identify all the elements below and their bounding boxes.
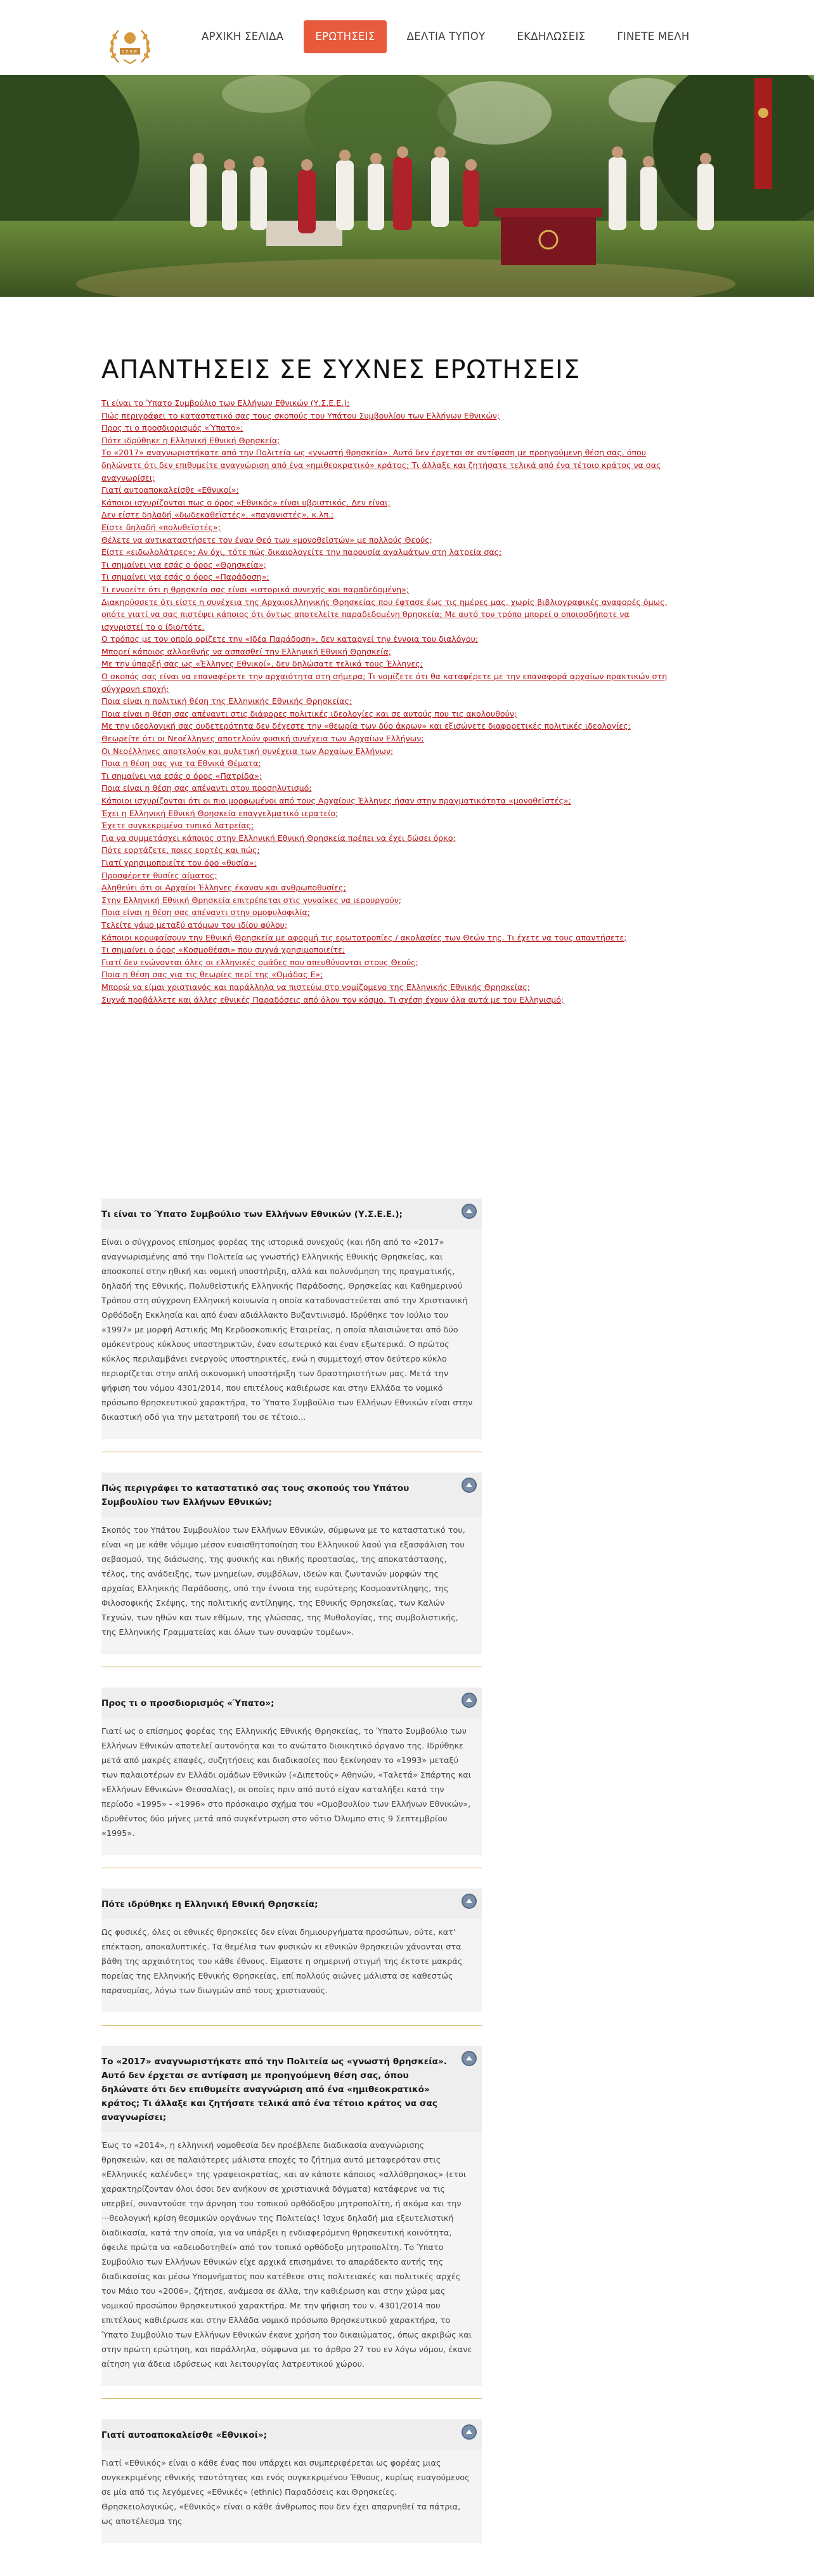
faq-link[interactable]: Κάποιοι ισχυρίζονται πως ο όρος «Εθνικός» είναι υβριστικός. Δεν είναι;	[101, 497, 391, 507]
faq-link[interactable]: Με την ιδεολογική σας ουδετερότητα δεν δέχεστε την «θεωρία των δύο άκρων» και εξισώνετε διαφορετικές πολιτικές ιδεολογίες;	[101, 721, 631, 731]
faq-link[interactable]: Κάποιοι ισχυρίζονται ότι οι πιο μορφωμένοι από τους Αρχαίους Έλληνες ήσαν στην πραγματικότητα «μονοθεϊστές»;	[101, 796, 571, 805]
faq-link[interactable]: Θεωρείτε ότι οι Νεοέλληνες αποτελούν φυσική συνέχεια των Αρχαίων Ελλήνων;	[101, 734, 424, 744]
answer-paragraph: Ως φυσικές, όλες οι εθνικές θρησκείες δεν είναι δημιουργήματα προσώπων, ούτε, κατ' επέκταση, αποκαλυπτικές. Τα θεμέλια των φυσικών κι εθνικών θρησκειών χάνονται στα βάθη της αρχαιότητος του κάθε έθνους. Είμαστε η σημερινή στιγμή της έκτοτε μακράς πορείας της Ελληνικής Εθνικής Θρησκείας, επί πολλούς αιώνες μάλιστα σε καθεστώς παρανομίας, λόγω των διωγμών από τους χριστιανούς.	[101, 1928, 463, 1996]
faq-answer-body	[101, 1229, 482, 1439]
back-to-top-icon[interactable]	[462, 2051, 477, 2066]
faq-link[interactable]: Ποια η θέση σας για τις θεωρίες περί της «Ομάδας Ε»;	[101, 970, 323, 980]
answer-paragraph: Είναι ο σύγχρονος επίσημος φορέας της ιστορικά συνεχούς (και ήδη από το «2017» αναγνωρισμένης από την Πολιτεία ως γνωστής) Ελληνικής Εθνικής Θρησκείας, και αποσκοπεί στην ηθική και νομική υποστήριξη, αλλά και πολυνόμηση της πραγματικής, δηλαδή της Εθνικής, Πολυθεϊστικής Ελληνικής Παράδοσης, Θρησκείας και Καθημερινού Τρόπου στη σύγχρονη Ελληνική κοινωνία η οποία καταδυναστεύεται από την Χριστιανική Ορθόδοξη Εκκλησία και από έναν αδιάλλακτο Βυζαντινισμό. Ιδρύθηκε τον Ιούλιο του «1997» με μορφή Αστικής Μη Κερδοσκοπικής Εταιρείας, η οποία πλαισιώνεται από δύο ομόκεντρους κύκλους υποστηρικτών, έναν εσωτερικό και έναν εξωτερικό. Ο πρώτος κύκλος περιλαμβάνει ενεργούς υποστηρικτές, ενώ η συμμετοχή στον δεύτερο κύκλο περιορίζεται στην απλή οικονομική υποστήριξη των δραστηριοτήτων μας. Μετά την ψήφιση του νόμου 4301/2014, που επιτέλους καθιέρωσε και στην Ελλάδα το νομικό πρόσωπο θρησκευτικού χαρακτήρα, το Ύπατο Συμβούλιο των Ελλήνων Εθνικών είναι στην δικαστική οδό για την μετατροπή του σε τέτοιο...	[101, 1238, 473, 1422]
faq-answer-body	[101, 2132, 482, 2386]
faq-link[interactable]: Είστε δηλαδή «πολυθεϊστές»;	[101, 522, 221, 532]
faq-link[interactable]: Ποια είναι η θέση σας απέναντι στις διάφορες πολιτικές ιδεολογίες και σε αυτούς που τις ακολουθούν;	[101, 708, 517, 719]
faq-answer	[101, 1688, 482, 1868]
faq-question-title: Γιατί αυτοαποκαλείσθε «Εθνικοί»;	[101, 2430, 268, 2440]
faq-link[interactable]: Ποια η θέση σας για τα Εθνικά Θέματα;	[101, 758, 261, 769]
faq-link[interactable]: Μπορώ να είμαι χριστιανός και παράλληλα να πιστεύω στο νομίζομενο της Ελληνικής Εθνικής Θρησκείας;	[101, 982, 531, 992]
hero-ceremony-photo	[0, 75, 814, 297]
faq-question-heading	[101, 1199, 482, 1229]
faq-link[interactable]: Τι είναι το Ύπατο Συμβούλιο των Ελλήνων Εθνικών (Υ.Σ.Ε.Ε.);	[101, 398, 350, 408]
faq-link[interactable]: Τι εννοείτε ότι η θρησκεία σας είναι «ιστορικά συνεχής και παραδεδομένη»;	[101, 584, 410, 594]
faq-answer	[101, 1889, 482, 2026]
ceremony-photo-image	[0, 75, 814, 297]
nav-events[interactable]: ΕΚΔΗΛΩΣΕΙΣ	[517, 30, 586, 42]
faq-link[interactable]: Τελείτε γάμο μεταξύ ατόμων του ιδίου φύλου;	[101, 920, 288, 930]
faq-link[interactable]: Κάποιοι κορυφαίσουν την Εθνική Θρησκεία με αφορμή τις ερωτοτροπίες / ακολασίες των Θεών της. Τι έχετε να τους απαντήσετε;	[101, 932, 627, 942]
faq-answer-body	[101, 1718, 482, 1855]
faq-link[interactable]: Τι σημαίνει ο όρος «Κοσμοθέασι» που συχνά χρησιμοποιείτε;	[101, 945, 346, 955]
faq-link[interactable]: Στην Ελληνική Εθνική Θρησκεία επιτρέπεται στις γυναίκες να ιερουργούν;	[101, 895, 402, 905]
faq-link[interactable]: Μπορεί κάποιος αλλοεθνής να ασπασθεί την Ελληνική Εθνική Θρησκεία;	[101, 646, 392, 656]
faq-link[interactable]: Προς τι ο προσδιορισμός «Ύπατο»;	[101, 423, 243, 433]
svg-text:Υ.Σ.Ε.Ε.: Υ.Σ.Ε.Ε.	[121, 49, 139, 55]
laurel-logo-icon[interactable]	[105, 24, 155, 68]
faq-link[interactable]: Ποια είναι η θέση σας απέναντι στην ομοφυλοφιλία;	[101, 907, 311, 918]
back-to-top-icon[interactable]	[462, 2424, 477, 2440]
faq-link[interactable]: Διακηρύσσετε ότι είστε η συνέχεια της Αρχαιοελληνικής Θρησκείας που έφτασε έως τις ημέρες μας, χωρίς βιβλιογραφικές αναφορές όμως, οπότε γιατί να σας πιστέψει κάποιος ότι όντως αποτελείτε παραδεδομένη θρησκεία; Με αυτό τον τρόπο μπορεί ο οποιοσδήποτε να ισχυριστεί το ο ίδιο/τότε.	[101, 597, 668, 632]
faq-link[interactable]: Πότε εορτάζετε, ποιες εορτές και πώς;	[101, 845, 260, 855]
back-to-top-icon[interactable]	[462, 1894, 477, 1909]
faq-answer	[101, 1473, 482, 1667]
faq-link[interactable]: Έχει η Ελληνική Εθνική Θρησκεία επαγγελματικό ιερατείο;	[101, 808, 339, 818]
faq-link[interactable]: Οι Νεοέλληνες αποτελούν και φυλετική συνέχεια των Αρχαίων Ελλήνων;	[101, 746, 394, 756]
answer-paragraph: Έως το «2014», η ελληνική νομοθεσία δεν προέβλεπε διαδικασία αναγνώρισης θρησκειών, και σε παλαιότερες μάλιστα εποχές το ζήτημα αυτό μεταφερόταν στις «Ελληνικές καλένδες» της γραφειοκρατίας, και αν κάποτε κάποιος «αλλόθρησκος» (ετοι χαρακτηρίζονταν όλοι όσοι δεν ανήκουν σε χριστιανικά δόγματα) κατάφερνε να τις υπερβεί, συναντούσε την άρνηση του τοπικού ορθόδοξου μητροπολίτη, ή ακόμα και την ···θεολογική κρίση θεσμικών οργάνων της Πολιτείας! Ίσχυε δηλαδή μια εξευτελιστική διαδικασία, κατά την οποία, για να υπάρξει η ενδιαφερόμενη θρησκευτική κοινότητα, όφειλε πρώτα να «αδειοδοτηθεί» από τον τοπικό ορθόδοξο μητροπολίτη. Το Ύπατο Συμβούλιο των Ελλήνων Εθνικών είχε αρχικά επισημάνει το απαράδεκτο αυτής της διαδικασίας και μέσω Υπομνήματος που κατέθεσε στις πολιτειακές και πολιτικές αρχές τον Μάιο του «2006», ζήτησε, ανάμεσα σε άλλα, την καθιέρωση και στην χώρα μας νομικού προσώπου θρησκευτικού χαρακτήρα. Με την ψήφιση του ν. 4301/2014 που επιτέλους καθιέρωσε και στην Ελλάδα νομικό πρόσωπο θρησκευτικού χαρακτήρα, το Ύπατο Συμβούλιο των Ελλήνων Εθνικών έκανε χρήση του δικαιώματος, όπως ακριβώς και στην πρώτη ερώτηση, και παράλληλα, σύμφωνα με το άρθρο 27 του εν λόγω νόμου, έκανε αίτηση για άδεια ιδρύσεως και λειτουργίας λατρευτικού χώρου.	[101, 2141, 472, 2369]
nav-home[interactable]: ΑΡΧΙΚΗ ΣΕΛΙΔΑ	[202, 30, 284, 42]
faq-answer	[101, 2419, 482, 2556]
faq-question-heading	[101, 1473, 482, 1517]
faq-link[interactable]: Ο σκοπός σας είναι να επαναφέρετε την αρχαιότητα στη σήμερα; Τι νομίζετε ότι θα καταφέρετε με την επαναφορά αρχαίων πρακτικών στη σύγχρονη εποχή;	[101, 672, 668, 694]
faq-answer	[101, 2046, 482, 2399]
faq-answer-body	[101, 1517, 482, 1654]
faq-link[interactable]: Έχετε συγκεκριμένο τυπικό λατρείας;	[101, 821, 254, 831]
back-to-top-icon[interactable]	[462, 1693, 477, 1708]
nav-press-releases[interactable]: ΔΕΛΤΙΑ ΤΥΠΟΥ	[406, 30, 486, 42]
faq-question-heading	[101, 1889, 482, 1919]
faq-link[interactable]: Πότε ιδρύθηκε η Ελληνική Εθνική Θρησκεία;	[101, 435, 280, 445]
faq-answers	[101, 1199, 482, 2576]
faq-answer	[101, 1199, 482, 1452]
back-to-top-icon[interactable]	[462, 1478, 477, 1493]
faq-link[interactable]: Γιατί δεν ενώνονται όλες οι ελληνικές ομάδες που απευθύνονται στους Θεούς;	[101, 957, 418, 967]
faq-question-heading	[101, 1688, 482, 1718]
faq-link[interactable]: Θέλετε να αντικαταστήσετε τον έναν Θεό των «μονοθεϊστών» με πολλούς Θεούς;	[101, 535, 432, 545]
faq-link[interactable]: Το «2017» αναγνωριστήκατε από την Πολιτεία ως «γνωστή θρησκεία». Αυτό δεν έρχεται σε αντίφαση με προηγούμενη θέση σας, όπου δηλώνατε ότι δεν επιθυμείτε αναγνώριση από ένα «ημιθεοκρατικό» κράτος; Τι άλλαξε και ζητήσατε τελικά από ένα τέτοιο κράτος να σας αναγνωρίσει;	[101, 448, 661, 483]
faq-question-heading	[101, 2046, 482, 2132]
faq-link[interactable]: Προσφέρετε θυσίες αίματος;	[101, 870, 217, 880]
site-header	[0, 0, 814, 75]
back-to-top-icon[interactable]	[462, 1204, 477, 1219]
faq-question-heading	[101, 2419, 482, 2450]
nav-become-member[interactable]: ΓΙΝΕΤΕ ΜΕΛΗ	[617, 30, 690, 42]
faq-link[interactable]: Συχνά προβάλλετε και άλλες εθνικές Παραδόσεις από όλον τον κόσμο. Τι σχέση έχουν όλα αυτά με τον Ελληνισμό;	[101, 994, 564, 1005]
faq-question-title: Πώς περιγράφει το καταστατικό σας τους σκοπούς του Υπάτου Συμβουλίου των Ελλήνων Εθνικών;	[101, 1483, 410, 1507]
page-title: ΑΠΑΝΤΗΣΕΙΣ ΣΕ ΣΥΧΝΕΣ ΕΡΩΤΗΣΕΙΣ	[101, 355, 581, 384]
faq-question-title: Το «2017» αναγνωριστήκατε από την Πολιτεία ως «γνωστή θρησκεία». Αυτό δεν έρχεται σε αντίφαση με προηγούμενη θέση σας, όπου δηλώνατε ότι δεν επιθυμείτε αναγνώριση από ένα «ημιθεοκρατικό» κράτος; Τι άλλαξε και ζητήσατε τελικά από ένα τέτοιο κράτος να σας αναγνωρίσει;	[101, 2057, 447, 2123]
faq-link-list	[101, 397, 672, 1006]
faq-link[interactable]: Δεν είστε δηλαδή «δωδεκαθεϊστές», «παγανιστές», κ.λπ.;	[101, 510, 334, 520]
faq-question-title: Πότε ιδρύθηκε η Ελληνική Εθνική Θρησκεία;	[101, 1899, 318, 1909]
answer-paragraph: Σκοπός του Υπάτου Συμβουλίου των Ελλήνων Εθνικών, σύμφωνα με το καταστατικό του, είναι «η με κάθε νόμιμο μέσον ευαισθητοποίηση του Ελληνικού λαού για εξασφάλιση του σεβασμού, της διάσωσης, της φυσικής και ηθικής προστασίας, της αποκατάστασης, τέλος, της ανάδειξης, των μνημείων, συμβόλων, ιδεών και ζωντανών μορφών της αρχαίας Ελληνικής Παράδοσης, υπό την έννοια της ευρύτερης Κοσμοαντίληψης, της Φιλοσοφικής Σκέψης, της πολιτικής αντίληψης, της Εθνικής Θρησκείας, των Καλών Τεχνών, των ηθών και των εθίμων, της γλώσσας, της Μυθολογίας, της συμβολιστικής, της Ελληνικής Γραμματείας και όλων των συναφών τομέων».	[101, 1526, 465, 1637]
faq-link[interactable]: Τι σημαίνει για εσάς ο όρος «Θρησκεία»;	[101, 559, 266, 569]
faq-link[interactable]: Για να συμμετάσχει κάποιος στην Ελληνική Εθνική Θρησκεία πρέπει να έχει δώσει όρκο;	[101, 833, 456, 843]
faq-answer-body	[101, 1919, 482, 2012]
faq-question-title: Τι είναι το Ύπατο Συμβούλιο των Ελλήνων Εθνικών (Υ.Σ.Ε.Ε.);	[101, 1209, 403, 1220]
nav-questions[interactable]: ΕΡΩΤΗΣΕΙΣ	[304, 20, 386, 53]
faq-link[interactable]: Με την ύπαρξή σας ως «Έλληνες Εθνικοί», δεν δηλώσατε τελικά τους Έλληνες;	[101, 659, 423, 669]
faq-link[interactable]: Τι σημαίνει για εσάς ο όρος «Πατρίδα»;	[101, 771, 262, 781]
faq-link[interactable]: Ο τρόπος με τον οποίο ορίζετε την «Ιδέα Παράδοση», δεν καταργεί την έννοια του διαλόγου;	[101, 634, 479, 644]
faq-link[interactable]: Είστε «ειδωλολάτρες»; Αν όχι, τότε πώς δικαιολογείτε την παρουσία αγαλμάτων στη λατρεία σας;	[101, 547, 502, 557]
main-nav	[190, 20, 701, 53]
answer-paragraph: Γιατί ως ο επίσημος φορέας της Ελληνικής Εθνικής Θρησκείας, το Ύπατο Συμβούλιο των Ελλήνων Εθνικών αποτελεί αυτονόητα και το ανώτατο διοικητικό όργανο της. Ιδρύθηκε μετά από μακρές επαφές, συζητήσεις και διαδικασίες που ξεκίνησαν το «1993» μεταξύ των παλαιοτέρων εν Ελλάδι ομάδων Εθνικών («Διπετούς» Αθηνών, «Ταλετά» Σπάρτης και «Ελλήνων Εθνικών» Θεσσαλίας), οι οποίες πριν από αυτό είχαν καταλήξει κατά την περίοδο «1995» - «1996» στο πρόσκαιρο σχήμα του «Ομοβουλίου των Ελλήνων Εθνικών», ιδρυθέντος δύο μήνες μετά από συγκέντρωση στο νότιο Όλυμπο στις 9 Σεπτεμβρίου «1995».	[101, 1727, 472, 1838]
faq-link[interactable]: Αληθεύει ότι οι Αρχαίοι Έλληνες έκαναν και ανθρωποθυσίες;	[101, 883, 346, 893]
faq-link[interactable]: Πώς περιγράφει το καταστατικό σας τους σκοπούς του Υπάτου Συμβουλίου των Ελλήνων Εθνικών;	[101, 410, 500, 420]
answer-paragraph: Γιατί «Εθνικός» είναι ο κάθε ένας που υπάρχει και συμπεριφέρεται ως φορέας μιας συγκεκριμένης εθνικής ταυτότητας και ενός συγκεκριμένου Έθνους, κυρίως ευαγούμενος σε μία από τις λεγόμενες «Εθνικές» (ethnic) Παραδόσεις και Θρησκείες. Θρησκειολογικώς, «Εθνικός» είναι ο κάθε άνθρωπος που δεν έχει απαρνηθεί τα πάτρια, ως αποτέλεσμα της	[101, 2459, 470, 2527]
faq-link[interactable]: Ποια είναι η θέση σας απέναντι στον προσηλυτισμό;	[101, 783, 312, 793]
faq-link[interactable]: Ποια είναι η πολιτική θέση της Ελληνικής Εθνικής Θρησκείας;	[101, 696, 352, 706]
faq-link[interactable]: Τι σημαίνει για εσάς ο όρος «Παράδοση»;	[101, 572, 269, 582]
faq-answer-body	[101, 2450, 482, 2543]
faq-link[interactable]: Γιατί αυτοαποκαλείσθε «Εθνικοί»;	[101, 485, 239, 495]
faq-question-title: Προς τι ο προσδιορισμός «Ύπατο»;	[101, 1698, 275, 1708]
faq-link[interactable]: Γιατί χρησιμοποιείτε τον όρο «θυσία»;	[101, 857, 257, 868]
